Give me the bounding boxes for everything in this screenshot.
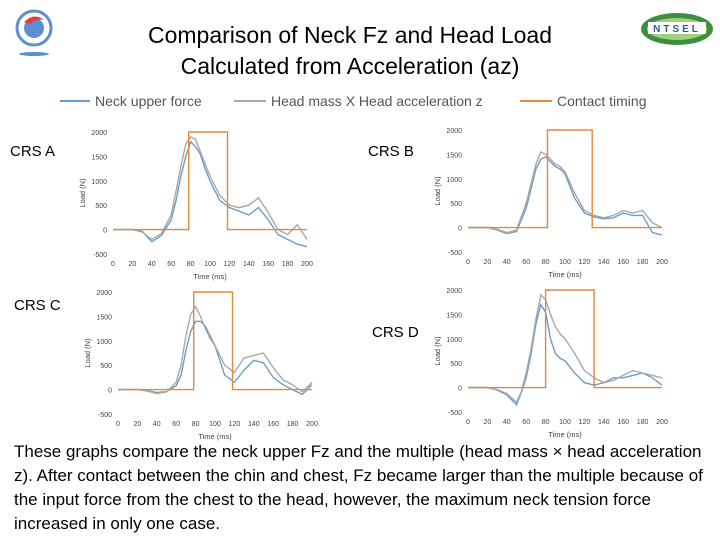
x-tick-label: 20 xyxy=(128,261,137,268)
x-tick-label: 140 xyxy=(242,261,255,268)
series-line-head-mass-x-head-acceleration-z xyxy=(118,307,312,394)
x-tick-label: 40 xyxy=(502,419,511,426)
y-tick-label: -500 xyxy=(447,410,462,417)
x-tick-label: 80 xyxy=(191,421,200,428)
x-tick-label: 160 xyxy=(267,421,280,428)
chart-crs-d xyxy=(430,280,670,440)
crs-d-label: CRS D xyxy=(372,324,419,341)
caption-text: These graphs compare the neck upper Fz and the multiple (head mass × head acceleration z). After contact between the chin and chest, Fz became larger than the multiple because of the input force from the chest to the head, however, the maximum neck tension force increased in only one case. xyxy=(14,442,703,533)
series-line-head-mass-x-head-acceleration-z xyxy=(468,152,662,233)
x-tick-label: 180 xyxy=(636,259,649,266)
x-tick-label: 160 xyxy=(617,259,630,266)
ntsel-logo xyxy=(640,10,715,48)
x-axis-title: Time (ms) xyxy=(548,270,582,279)
y-axis-title: Load (N) xyxy=(83,338,92,368)
x-tick-label: 20 xyxy=(483,259,492,266)
x-axis-title: Time (ms) xyxy=(548,430,582,439)
x-tick-label: 120 xyxy=(228,421,241,428)
x-tick-label: 180 xyxy=(281,261,294,268)
x-tick-label: 40 xyxy=(502,259,511,266)
page-title xyxy=(100,20,600,82)
x-tick-label: 100 xyxy=(204,261,216,268)
series-line-head-mass-x-head-acceleration-z xyxy=(113,137,307,240)
crs-a-label: CRS A xyxy=(10,143,56,160)
x-tick-label: 100 xyxy=(209,421,221,428)
x-tick-label: 120 xyxy=(578,419,591,426)
x-tick-label: 120 xyxy=(223,261,236,268)
y-tick-label: 1500 xyxy=(446,152,462,160)
y-tick-label: 1000 xyxy=(446,176,462,184)
x-tick-label: 60 xyxy=(522,419,531,426)
y-tick-label: 0 xyxy=(458,225,462,233)
series-line-contact-timing xyxy=(118,292,312,390)
x-tick-label: 0 xyxy=(466,259,470,266)
x-tick-label: 20 xyxy=(133,421,142,428)
y-tick-label: -500 xyxy=(447,250,462,257)
x-tick-label: 20 xyxy=(483,419,492,426)
y-axis-title: Load (N) xyxy=(433,176,442,206)
x-tick-label: 200 xyxy=(306,421,318,428)
chart-crs-a xyxy=(75,122,315,282)
x-tick-label: 100 xyxy=(559,419,571,426)
y-tick-label: 500 xyxy=(95,203,107,211)
x-tick-label: 80 xyxy=(541,419,550,426)
x-tick-label: 80 xyxy=(541,259,550,266)
y-tick-label: 2000 xyxy=(446,128,462,135)
x-tick-label: 180 xyxy=(636,419,649,426)
title-line-1: Comparison of Neck Fz and Head Load xyxy=(148,22,552,48)
x-tick-label: 80 xyxy=(186,261,195,268)
x-tick-label: 60 xyxy=(522,259,531,266)
y-tick-label: -500 xyxy=(97,412,112,419)
x-tick-label: 200 xyxy=(301,261,313,268)
x-tick-label: 160 xyxy=(617,419,630,426)
y-axis-title: Load (N) xyxy=(433,336,442,366)
x-tick-label: 140 xyxy=(247,421,260,428)
ministry-logo xyxy=(10,8,58,60)
y-tick-label: 500 xyxy=(450,361,462,369)
title-line-2: Calculated from Acceleration (az) xyxy=(180,53,520,79)
y-tick-label: 1000 xyxy=(446,336,462,344)
x-tick-label: 140 xyxy=(597,419,610,426)
x-tick-label: 60 xyxy=(172,421,181,428)
crs-c-label: CRS C xyxy=(14,297,61,314)
series-line-head-mass-x-head-acceleration-z xyxy=(468,295,662,402)
x-tick-label: 120 xyxy=(578,259,591,266)
y-tick-label: 0 xyxy=(108,387,112,395)
legend-label-head-mass: Head mass X Head acceleration z xyxy=(271,93,483,109)
legend-item-head-mass xyxy=(234,93,483,109)
y-tick-label: 0 xyxy=(103,227,107,235)
x-tick-label: 100 xyxy=(559,259,571,266)
y-tick-label: 1000 xyxy=(96,338,112,346)
y-tick-label: 1000 xyxy=(91,178,107,186)
series-line-neck-upper-force xyxy=(118,321,312,394)
series-line-neck-upper-force xyxy=(113,142,307,247)
x-tick-label: 40 xyxy=(147,261,156,268)
legend-label-contact-timing: Contact timing xyxy=(557,93,647,109)
y-axis-title: Load (N) xyxy=(78,178,87,208)
chart-legend xyxy=(0,86,720,116)
y-tick-label: 0 xyxy=(458,385,462,393)
legend-item-contact-timing xyxy=(520,93,646,109)
y-tick-label: 1500 xyxy=(446,312,462,320)
x-axis-title: Time (ms) xyxy=(193,272,227,281)
y-tick-label: 2000 xyxy=(96,290,112,297)
x-tick-label: 40 xyxy=(152,421,161,428)
x-tick-label: 0 xyxy=(466,419,470,426)
x-tick-label: 0 xyxy=(111,261,115,268)
x-tick-label: 160 xyxy=(262,261,275,268)
y-tick-label: 1500 xyxy=(91,154,107,162)
y-tick-label: 2000 xyxy=(91,130,107,137)
y-tick-label: 500 xyxy=(450,201,462,209)
y-tick-label: 2000 xyxy=(446,288,462,295)
series-line-neck-upper-force xyxy=(468,157,662,235)
legend-label-neck-force: Neck upper force xyxy=(95,93,202,109)
legend-item-neck-force xyxy=(60,93,202,109)
x-tick-label: 0 xyxy=(116,421,120,428)
x-tick-label: 180 xyxy=(286,421,299,428)
x-tick-label: 200 xyxy=(656,259,668,266)
chart-crs-b xyxy=(430,120,670,280)
x-tick-label: 140 xyxy=(597,259,610,266)
y-tick-label: 500 xyxy=(100,363,112,371)
x-tick-label: 200 xyxy=(656,419,668,426)
y-tick-label: 1500 xyxy=(96,314,112,322)
chart-crs-c xyxy=(80,282,320,442)
y-tick-label: -500 xyxy=(92,252,107,259)
crs-b-label: CRS B xyxy=(368,143,414,160)
x-axis-title: Time (ms) xyxy=(198,432,232,441)
x-tick-label: 60 xyxy=(167,261,176,268)
logo-right-text: NTSEL xyxy=(653,24,701,35)
